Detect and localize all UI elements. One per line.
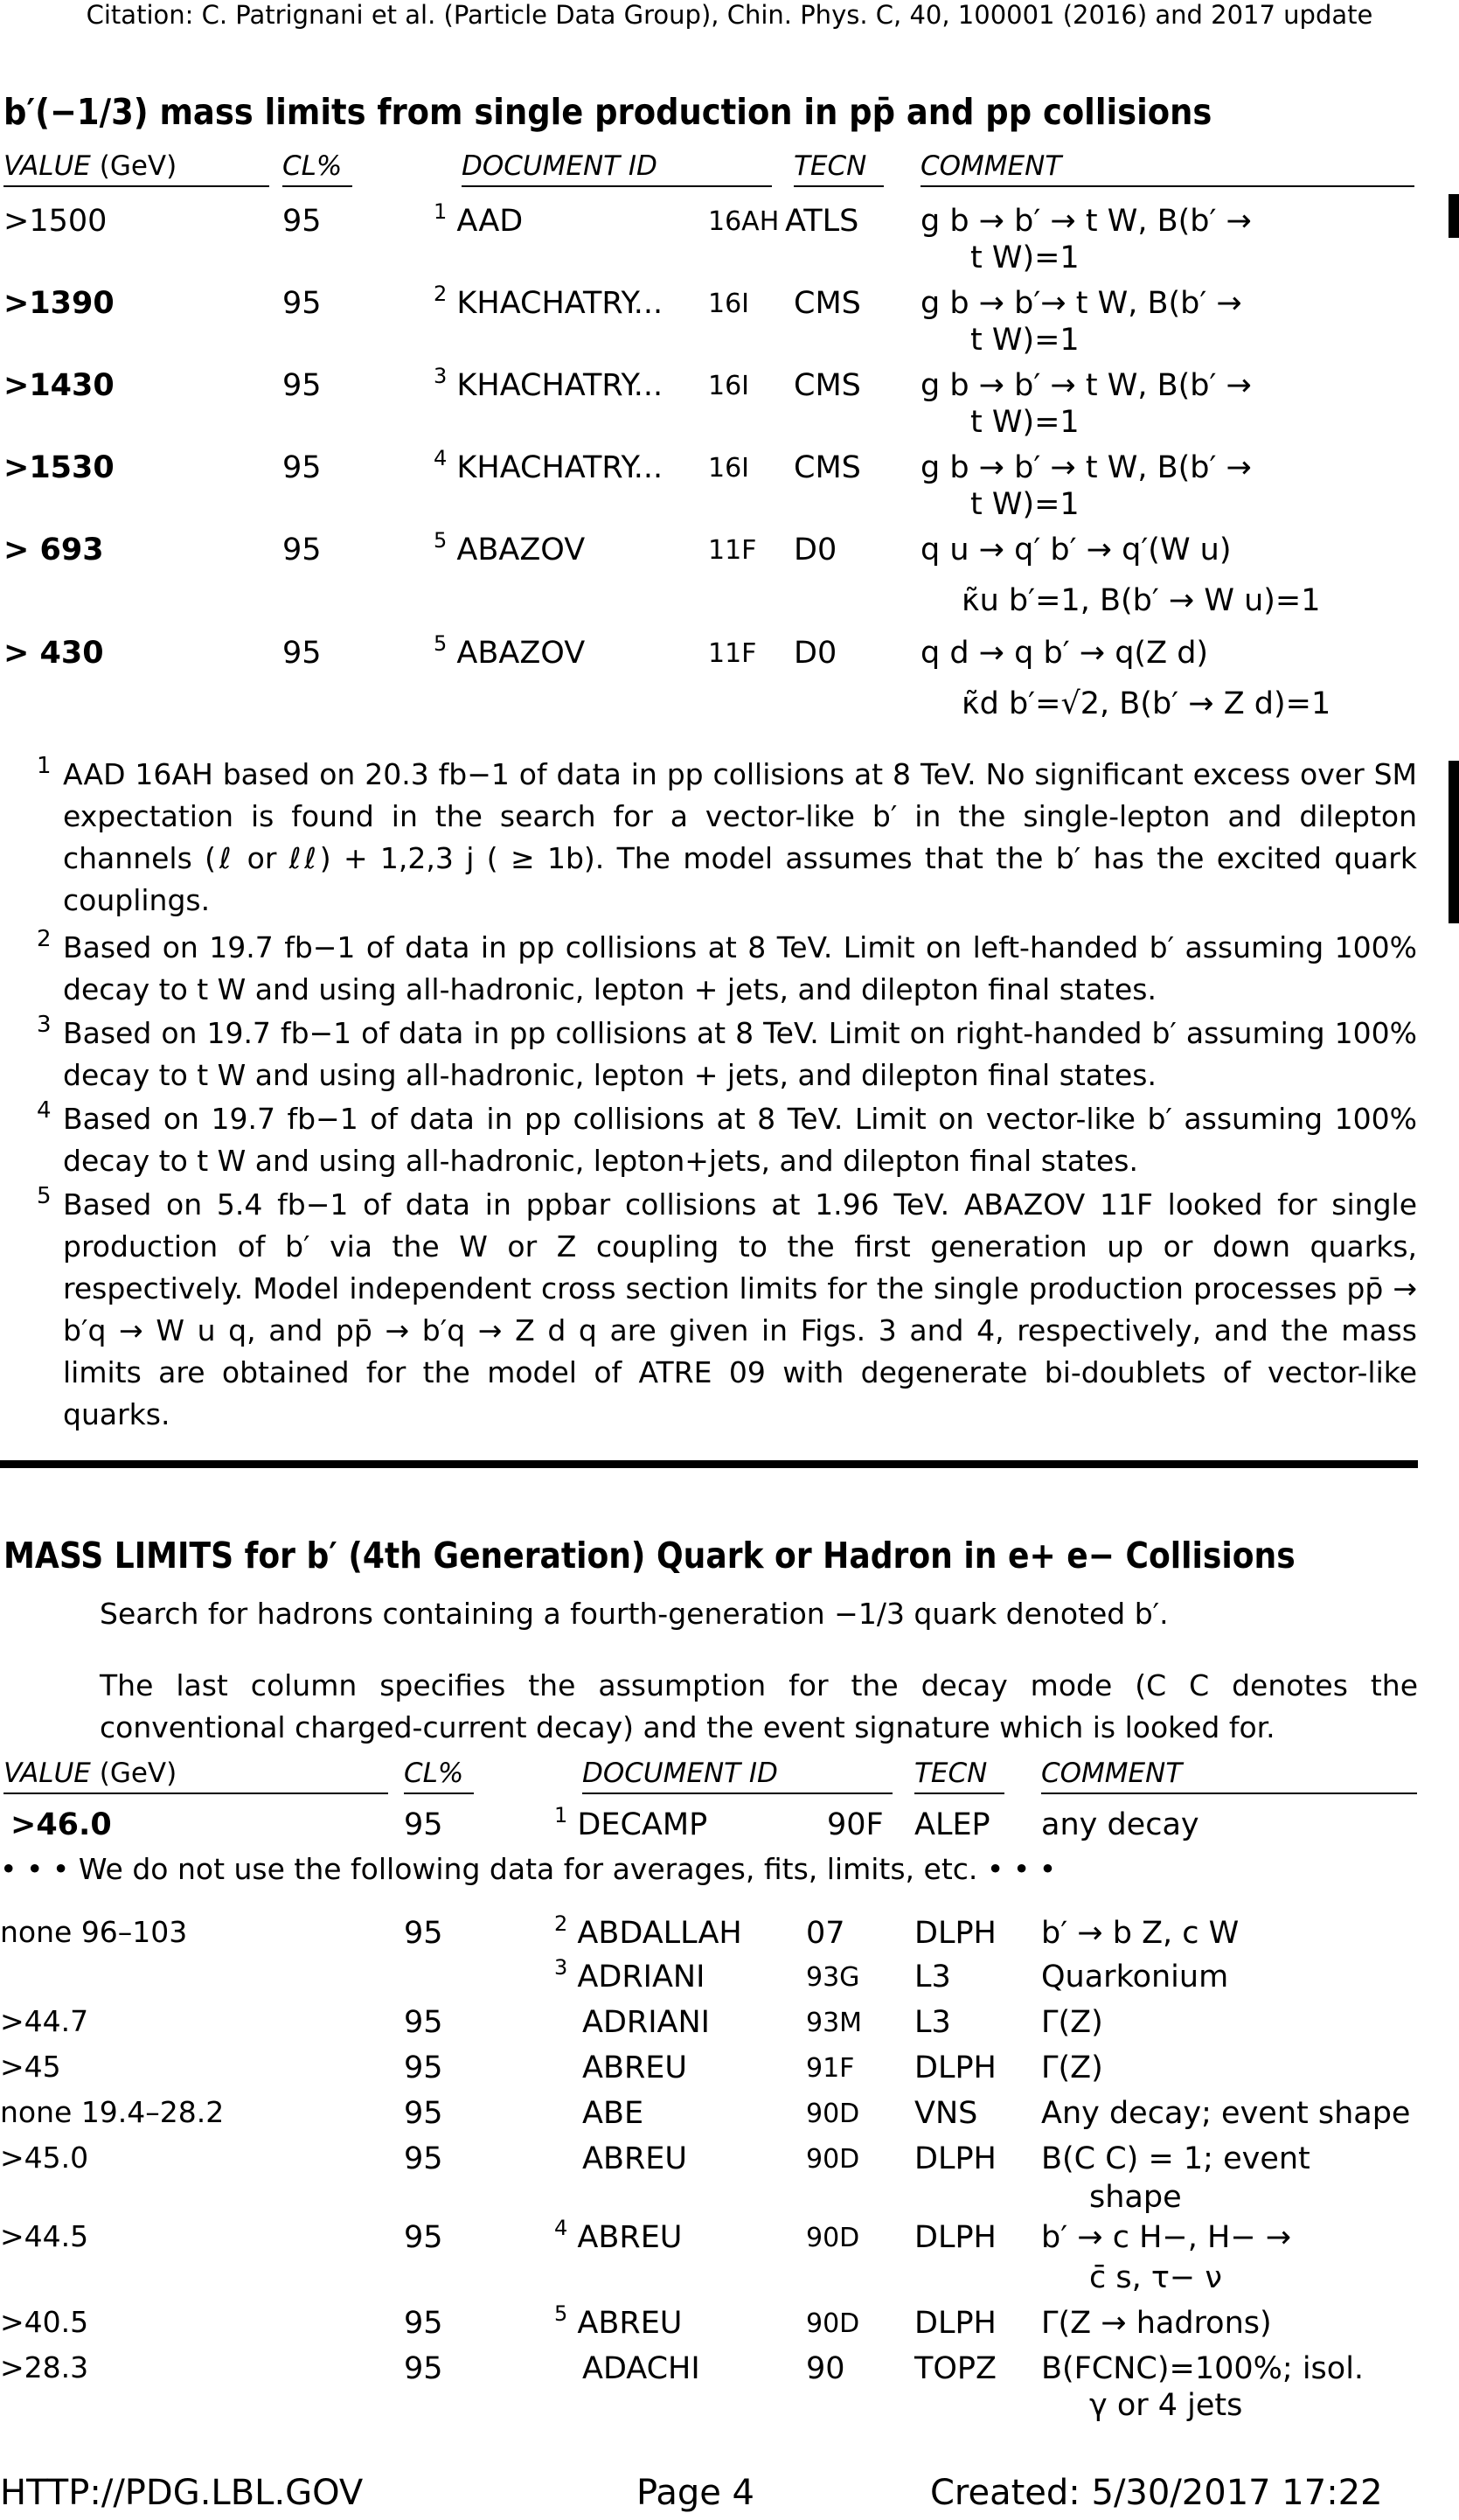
row-comment: Γ(Z) — [1041, 2050, 1103, 2085]
row-year: 93G — [806, 1962, 860, 1993]
header-comment: COMMENT — [921, 150, 1061, 182]
row-comment-cont: κ̃d b′=√2, B(b′ → Z d)=1 — [962, 686, 1331, 721]
header-tecn: TECN — [794, 150, 866, 182]
row-value: none 19.4–28.2 — [0, 2095, 225, 2129]
row-docid: $^5$ ABREU — [554, 2301, 683, 2341]
row-tecn: CMS — [794, 286, 861, 321]
row-value: > 693 — [3, 533, 104, 567]
row-cl: 95 — [282, 368, 322, 403]
row-docid: $^4$ KHACHATRY... — [434, 446, 663, 485]
row-year: 16AH — [708, 206, 780, 237]
footer-url[interactable]: HTTP://PDG.LBL.GOV — [0, 2473, 364, 2513]
row-tecn: VNS — [914, 2096, 978, 2131]
row-value: >45 — [0, 2050, 61, 2084]
footnote: 1 AAD 16AH based on 20.3 fb−1 of data in pp collisions at 8 TeV. No significant excess over SM expectation is found in the search for a vector-like b′ in the single-lepton and dilepton channels (ℓ or ℓℓ) + 1,2,3 j ( ≥ 1b). The model assumes that the b′ has the excited quark couplings. — [37, 753, 1417, 917]
row-comment: B(FCNC)=100%; isol. — [1041, 2351, 1365, 2386]
row-year: 07 — [806, 1916, 845, 1951]
row-docid: $^2$ ABDALLAH — [554, 1911, 742, 1951]
row-year: 93M — [806, 2008, 863, 2038]
header-value: VALUE (GeV) — [3, 150, 177, 182]
row-comment-cont: κ̃u b′=1, B(b′ → W u)=1 — [962, 583, 1321, 618]
row-docid: $^3$ KHACHATRY... — [434, 364, 663, 403]
row-value: >1390 — [3, 286, 115, 321]
row-value: none 96–103 — [0, 1915, 188, 1949]
row-cl: 95 — [282, 204, 322, 239]
row-tecn: DLPH — [914, 1916, 997, 1951]
row-year: 90D — [806, 2144, 860, 2175]
row-year: 90D — [806, 2223, 860, 2253]
row-comment-cont: t W)=1 — [970, 323, 1080, 358]
row-year: 90 — [806, 2351, 845, 2386]
header-tecn: TECN — [914, 1758, 987, 1789]
section2-intro1: Search for hadrons containing a fourth-generation −1/3 quark denoted b′. — [100, 1597, 1169, 1631]
row-tecn: L3 — [914, 2005, 951, 2040]
row-cl: 95 — [404, 1807, 443, 1842]
row-comment: B(C C) = 1; event — [1041, 2141, 1310, 2176]
row-value: >1500 — [3, 204, 108, 239]
row-year: 16I — [708, 453, 750, 484]
footnote: 3 Based on 19.7 fb−1 of data in pp collisions at 8 TeV. Limit on right-handed b′ assuming 100% decay to t W and using all-hadronic, lepton + jets, and dilepton final states. — [37, 1012, 1417, 1092]
row-comment: q d → q b′ → q(Z d) — [921, 636, 1209, 671]
row-tecn: L3 — [914, 1960, 951, 1994]
header-comment: COMMENT — [1041, 1758, 1182, 1789]
row-comment: any decay — [1041, 1807, 1199, 1842]
row-comment: q u → q′ b′ → q′(W u) — [921, 533, 1232, 567]
footer-page: Page 4 — [636, 2473, 754, 2513]
row-cl: 95 — [404, 2351, 443, 2386]
footnote: 5 Based on 5.4 fb−1 of data in ppbar collisions at 1.96 TeV. ABAZOV 11F looked for single production of b′ via the W or Z coupling to the first generation up or down quarks, respectively. Model independent cross section limits for the single production processes pp̄ → b′q → W u q, and pp̄ → b′q → Z d q are given in Figs. 3 and 4, respectively, and the mass limits are obtained for the model of ATRE 09 with degenerate bi-doublets of vector-like quarks. — [37, 1183, 1417, 1431]
footnote: 4 Based on 19.7 fb−1 of data in pp collisions at 8 TeV. Limit on vector-like b′ assuming 100% decay to t W and using all-hadronic, lepton+jets, and dilepton final states. — [37, 1097, 1417, 1178]
row-comment: Any decay; event shape — [1041, 2096, 1411, 2131]
row-comment-cont: c̄ s, τ− ν — [1089, 2260, 1222, 2295]
row-comment: g b → b′ → t W, B(b′ → — [921, 450, 1252, 485]
row-comment-cont: shape — [1089, 2180, 1182, 2215]
row-docid: $^1$ AAD — [434, 199, 524, 239]
footer-created: Created: 5/30/2017 17:22 — [930, 2473, 1383, 2513]
row-docid: $^4$ ABREU — [554, 2216, 683, 2255]
row-cl: 95 — [404, 2005, 443, 2040]
row-year: 90F — [827, 1807, 884, 1842]
row-tecn: DLPH — [914, 2306, 997, 2341]
row-docid: $^5$ ABAZOV — [434, 528, 586, 567]
row-year: 90D — [806, 2099, 860, 2129]
section-divider — [0, 1460, 1418, 1468]
row-cl: 95 — [282, 533, 322, 567]
row-value: >28.3 — [0, 2350, 89, 2384]
row-tecn: DLPH — [914, 2220, 997, 2255]
section2-title: MASS LIMITS for b′ (4th Generation) Quark or Hadron in e+ e− Collisions — [3, 1535, 1296, 1577]
footnote: 2 Based on 19.7 fb−1 of data in pp collisions at 8 TeV. Limit on left-handed b′ assuming 100% decay to t W and using all-hadronic, lepton + jets, and dilepton final states. — [37, 926, 1417, 1006]
row-comment-cont: t W)=1 — [970, 240, 1080, 275]
row-docid: ABREU — [582, 2141, 688, 2176]
row-tecn: ALEP — [914, 1807, 990, 1842]
row-comment: b′ → c H−, H− → — [1041, 2220, 1292, 2255]
section2-intro2: The last column specifies the assumption for the decay mode (C C denotes the conventional charged-current decay) and the event signature which is looked for. — [100, 1668, 1418, 1744]
row-value: >40.5 — [0, 2305, 89, 2339]
row-comment: g b → b′→ t W, B(b′ → — [921, 286, 1242, 321]
row-docid: ADACHI — [582, 2351, 700, 2386]
row-cl: 95 — [282, 636, 322, 671]
row-comment: Quarkonium — [1041, 1960, 1229, 1994]
row-comment: Γ(Z → hadrons) — [1041, 2306, 1272, 2341]
row-comment: g b → b′ → t W, B(b′ → — [921, 368, 1252, 403]
row-comment-cont: t W)=1 — [970, 405, 1080, 440]
header-cl: CL% — [404, 1758, 463, 1789]
row-docid: ABE — [582, 2096, 644, 2131]
row-value: >44.5 — [0, 2219, 89, 2253]
row-docid: $^3$ ADRIANI — [554, 1955, 705, 1994]
row-cl: 95 — [404, 1916, 443, 1951]
row-year: 90D — [806, 2308, 860, 2339]
row-tecn: CMS — [794, 368, 861, 403]
row-year: 16I — [708, 289, 750, 319]
row-docid: ADRIANI — [582, 2005, 710, 2040]
change-bar — [1449, 194, 1459, 238]
row-cl: 95 — [404, 2306, 443, 2341]
row-cl: 95 — [282, 286, 322, 321]
row-value: >1430 — [3, 368, 115, 403]
row-cl: 95 — [404, 2050, 443, 2085]
row-comment-cont: t W)=1 — [970, 487, 1080, 522]
row-year: 16I — [708, 371, 750, 401]
row-value: >1530 — [3, 450, 115, 485]
row-value: >45.0 — [0, 2141, 89, 2175]
row-docid: $^1$ DECAMP — [554, 1803, 708, 1842]
row-cl: 95 — [404, 2096, 443, 2131]
row-docid: $^5$ ABAZOV — [434, 631, 586, 671]
header-value: VALUE (GeV) — [3, 1758, 177, 1789]
change-bar — [1449, 761, 1459, 923]
row-tecn: CMS — [794, 450, 861, 485]
row-value: >44.7 — [0, 2004, 89, 2038]
row-year: 11F — [708, 638, 757, 669]
row-docid: ABREU — [582, 2050, 688, 2085]
row-docid: $^2$ KHACHATRY... — [434, 282, 663, 321]
row-year: 11F — [708, 535, 757, 566]
row-comment: Γ(Z) — [1041, 2005, 1103, 2040]
section1-title: b′(−1/3) mass limits from single production in pp̄ and pp collisions — [3, 91, 1212, 133]
header-docid: DOCUMENT ID — [462, 150, 657, 182]
header-cl: CL% — [282, 150, 342, 182]
citation-line: Citation: C. Patrignani et al. (Particle Data Group), Chin. Phys. C, 40, 100001 (2016) and 2017 update — [86, 0, 1373, 30]
row-tecn: DLPH — [914, 2050, 997, 2085]
row-value: >46.0 — [10, 1807, 112, 1842]
row-comment: b′ → b Z, c W — [1041, 1916, 1240, 1951]
row-tecn: D0 — [794, 533, 837, 567]
header-docid: DOCUMENT ID — [582, 1758, 778, 1789]
row-tecn: D0 — [794, 636, 837, 671]
not-used-notice: • • • We do not use the following data for averages, fits, limits, etc. • • • — [0, 1852, 1057, 1886]
row-cl: 95 — [404, 2220, 443, 2255]
row-year: 91F — [806, 2053, 855, 2084]
row-tecn: TOPZ — [914, 2351, 997, 2386]
row-cl: 95 — [404, 2141, 443, 2176]
row-tecn: DLPH — [914, 2141, 997, 2176]
row-cl: 95 — [282, 450, 322, 485]
row-comment-cont: γ or 4 jets — [1089, 2388, 1243, 2423]
row-comment: g b → b′ → t W, B(b′ → — [921, 204, 1252, 239]
row-value: > 430 — [3, 636, 104, 671]
row-tecn: ATLS — [785, 204, 859, 239]
